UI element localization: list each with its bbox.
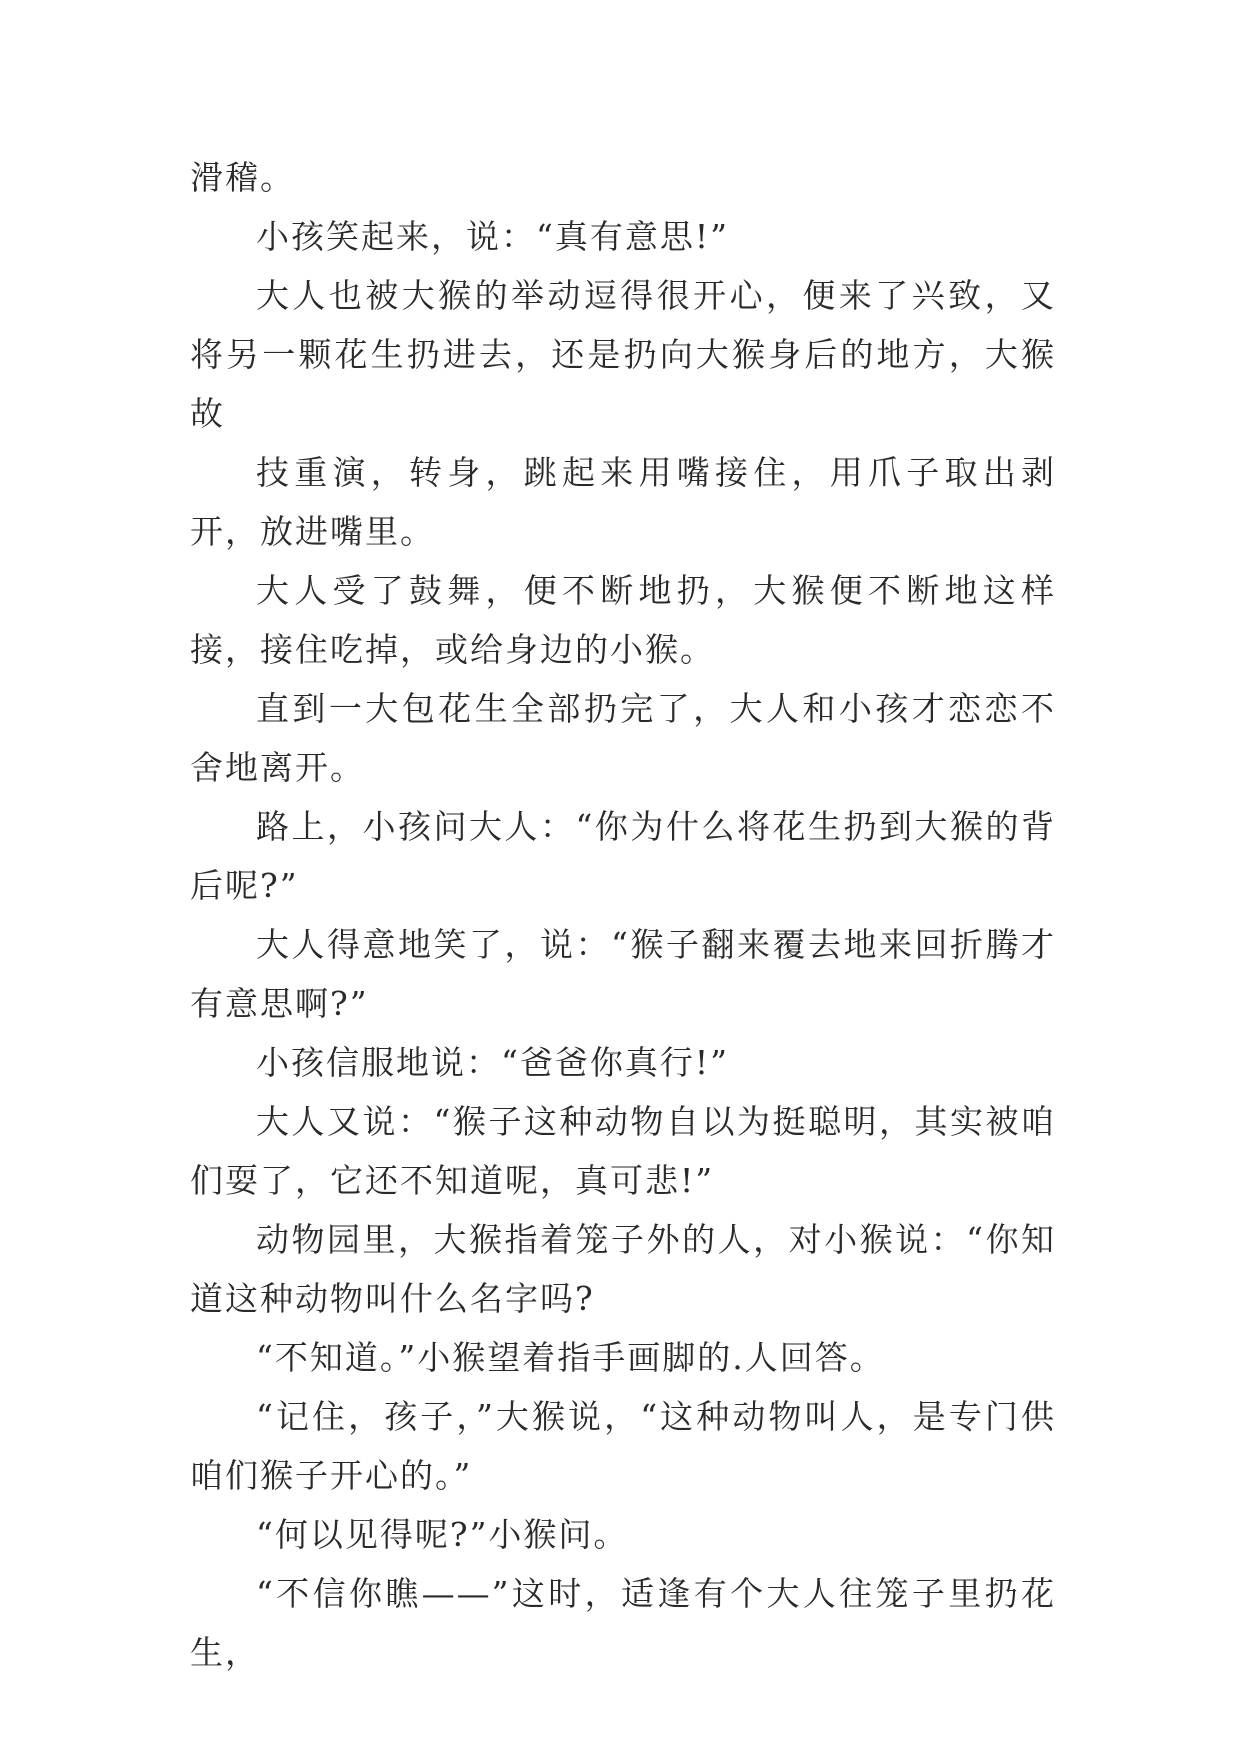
paragraph: “不知道。”小猴望着指手画脚的.人回答。 <box>256 1338 885 1377</box>
paragraph: 滑稽。 <box>190 158 295 197</box>
story-text <box>190 148 1056 1682</box>
paragraph: “不信你瞧——”这时，适逢有个大人往笼子里扔花生， <box>190 1574 1056 1672</box>
paragraph: 直到一大包花生全部扔完了，大人和小孩才恋恋不舍地离开。 <box>190 689 1056 787</box>
paragraph: 大人得意地笑了，说：“猴子翻来覆去地来回折腾才有意思啊?” <box>190 925 1056 1023</box>
paragraph: 大人也被大猴的举动逗得很开心，便来了兴致，又将另一颗花生扔进去，还是扔向大猴身后的地方，大猴故 <box>190 276 1056 433</box>
paragraph: 路上，小孩问大人：“你为什么将花生扔到大猴的背后呢?” <box>190 807 1056 905</box>
paragraph: 小孩信服地说：“爸爸你真行!” <box>256 1043 730 1082</box>
paragraph: 小孩笑起来，说：“真有意思!” <box>256 217 730 256</box>
paragraph: 动物园里，大猴指着笼子外的人，对小猴说：“你知道这种动物叫什么名字吗? <box>190 1220 1056 1318</box>
paragraph: 大人受了鼓舞，便不断地扔，大猴便不断地这样接，接住吃掉，或给身边的小猴。 <box>190 571 1056 669</box>
paragraph: 大人又说：“猴子这种动物自以为挺聪明，其实被咱们耍了，它还不知道呢，真可悲!” <box>190 1102 1056 1200</box>
paragraph: 技重演，转身，跳起来用嘴接住，用爪子取出剥开，放进嘴里。 <box>190 453 1056 551</box>
paragraph: “何以见得呢?”小猴问。 <box>256 1515 629 1554</box>
paragraph: “记住，孩子，”大猴说，“这种动物叫人，是专门供咱们猴子开心的。” <box>190 1397 1056 1495</box>
